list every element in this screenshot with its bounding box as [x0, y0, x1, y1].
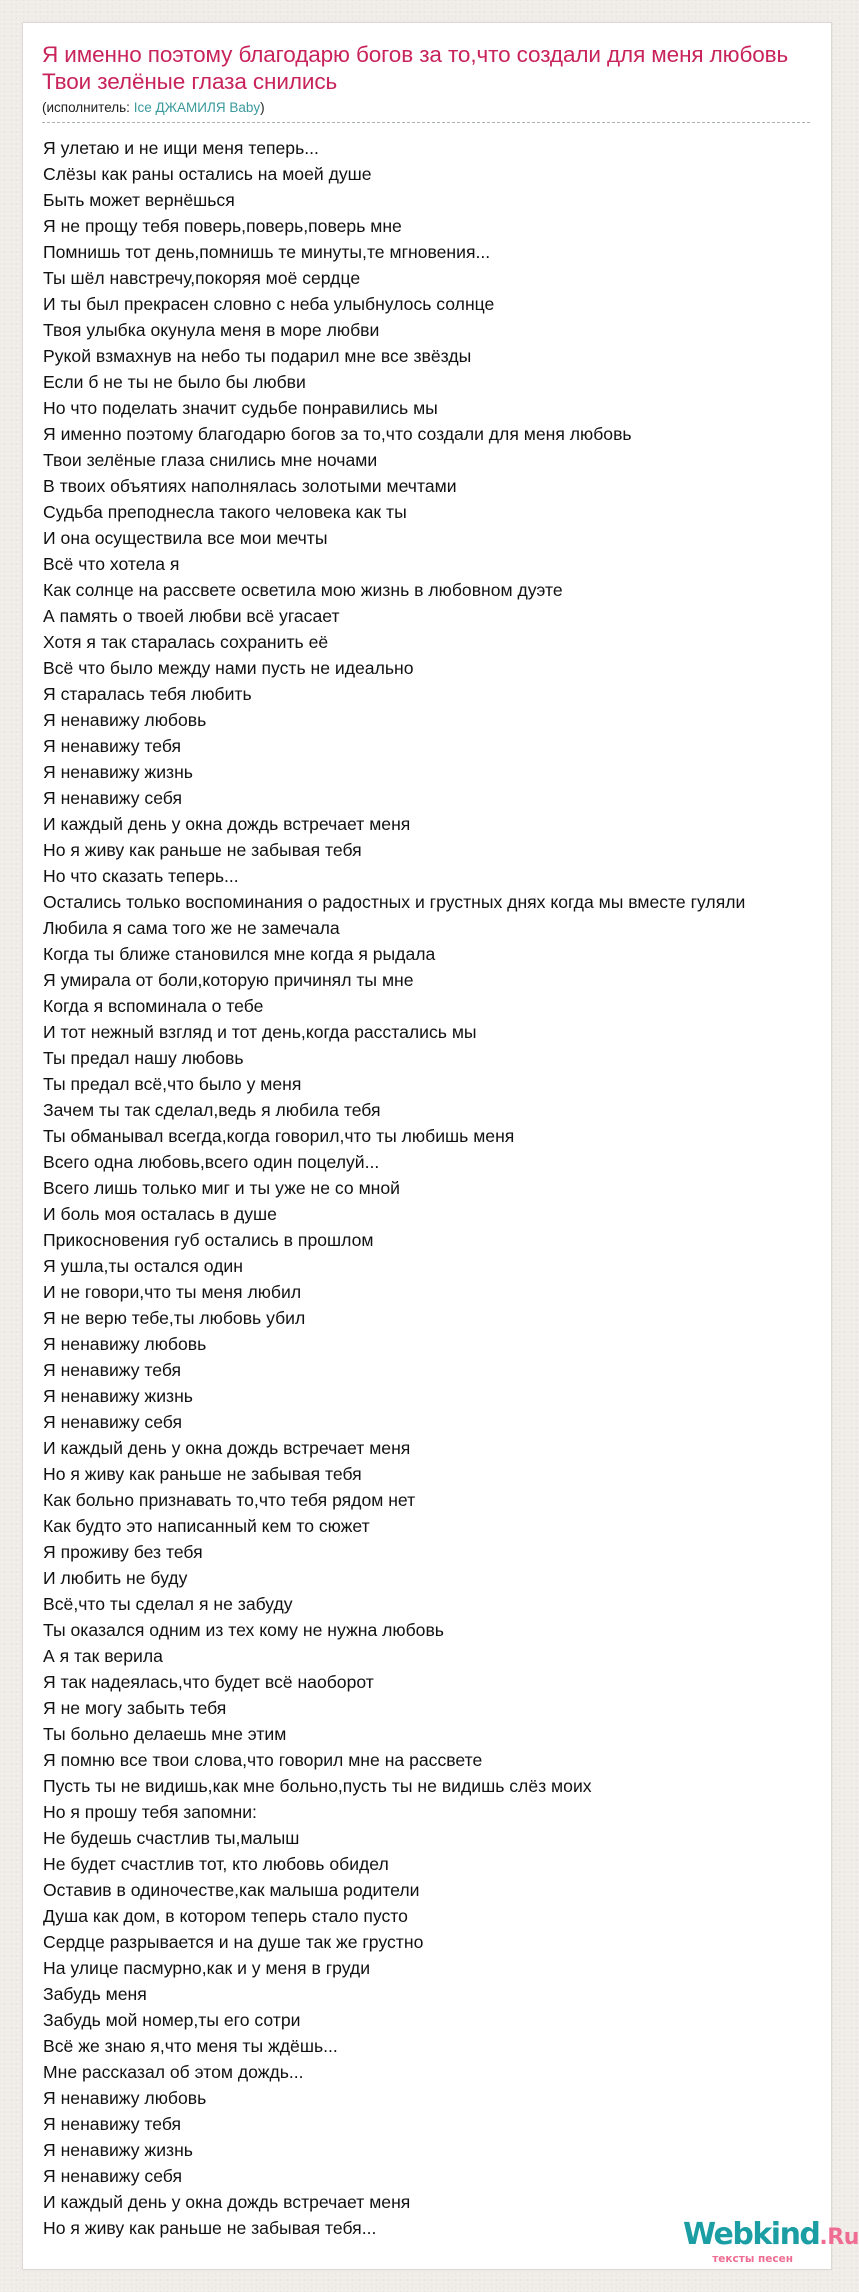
lyric-line: Пусть ты не видишь,как мне больно,пусть ты не видишь слёз моих — [43, 1776, 592, 1796]
lyric-line: Всё что хотела я — [43, 554, 180, 574]
lyric-line: Я ненавижу себя — [43, 1412, 183, 1432]
lyric-line: Твои зелёные глаза снились мне ночами — [43, 450, 378, 470]
lyric-line: Но я живу как раньше не забывая тебя... — [43, 2218, 377, 2238]
lyric-line: Я старалась тебя любить — [43, 684, 252, 704]
lyric-line: Но я живу как раньше не забывая тебя — [43, 840, 362, 860]
lyric-line: Забудь мой номер,ты его сотри — [43, 2010, 301, 2030]
lyric-line: Зачем ты так сделал,ведь я любила тебя — [43, 1100, 381, 1120]
lyric-line: Когда я вспоминала о тебе — [43, 996, 264, 1016]
lyric-line: Ты предал всё,что было у меня — [43, 1074, 302, 1094]
lyric-line: Когда ты ближе становился мне когда я рыдала — [43, 944, 436, 964]
site-logo[interactable] — [683, 2217, 859, 2267]
lyric-line: Я ненавижу тебя — [43, 1360, 182, 1380]
logo-wordmark — [683, 2217, 859, 2254]
lyric-line: Я проживу без тебя — [43, 1542, 203, 1562]
lyric-line: Всё что было между нами пусть не идеально — [43, 658, 414, 678]
lyric-line: Помнишь тот день,помнишь те минуты,те мгновения... — [43, 242, 491, 262]
lyric-line: Я именно поэтому благодарю богов за то,что создали для меня любовь — [43, 424, 632, 444]
lyric-line: И каждый день у окна дождь встречает меня — [43, 1438, 411, 1458]
lyric-line: Не будешь счастлив ты,малыш — [43, 1828, 300, 1848]
lyric-line: Если б не ты не было бы любви — [43, 372, 306, 392]
lyric-line: И она осуществила все мои мечты — [43, 528, 328, 548]
lyric-line: Сердце разрывается и на душе так же грустно — [43, 1932, 424, 1952]
lyric-line: Остались только воспоминания о радостных и грустных днях когда мы вместе гуляли — [43, 892, 746, 912]
lyric-line: Как больно признавать то,что тебя рядом нет — [43, 1490, 416, 1510]
lyric-line: Я помню все твои слова,что говорил мне на рассвете — [43, 1750, 483, 1770]
lyric-line: Я так надеялась,что будет всё наоборот — [43, 1672, 374, 1692]
lyric-line: И каждый день у окна дождь встречает меня — [43, 814, 411, 834]
lyric-line: Я не верю тебе,ты любовь убил — [43, 1308, 306, 1328]
lyric-line: Я ненавижу жизнь — [43, 762, 193, 782]
lyric-line: Я ненавижу себя — [43, 2166, 183, 2186]
lyric-line: И любить не буду — [43, 1568, 188, 1588]
lyric-line: Но я прошу тебя запомни: — [43, 1802, 257, 1822]
lyric-line: Ты предал нашу любовь — [43, 1048, 244, 1068]
lyric-line: Я ненавижу любовь — [43, 710, 207, 730]
lyric-line: Всего лишь только миг и ты уже не со мной — [43, 1178, 400, 1198]
lyric-line: Твоя улыбка окунула меня в море любви — [43, 320, 380, 340]
lyric-line: Ты больно делаешь мне этим — [43, 1724, 287, 1744]
lyric-line: Как солнце на рассвете осветила мою жизнь в любовном дуэте — [43, 580, 563, 600]
lyric-line: Судьба преподнесла такого человека как ты — [43, 502, 407, 522]
lyrics-text — [43, 135, 745, 2241]
lyric-line: Душа как дом, в котором теперь стало пусто — [43, 1906, 408, 1926]
lyric-line: Рукой взмахнув на небо ты подарил мне все звёзды — [43, 346, 472, 366]
artist-suffix: ) — [260, 100, 265, 115]
logo-name: Webkind — [683, 2217, 820, 2252]
dashed-divider — [42, 122, 810, 123]
lyric-line: Я ненавижу себя — [43, 788, 183, 808]
lyric-line: Я ненавижу жизнь — [43, 2140, 193, 2160]
lyric-line: Я ненавижу любовь — [43, 2088, 207, 2108]
lyric-line: И боль моя осталась в душе — [43, 1204, 277, 1224]
lyric-line: Ты обманывал всегда,когда говорил,что ты любишь меня — [43, 1126, 515, 1146]
lyric-line: Всего одна любовь,всего один поцелуй... — [43, 1152, 380, 1172]
logo-tld: .Ru — [819, 2225, 859, 2250]
lyric-line: И тот нежный взгляд и тот день,когда расстались мы — [43, 1022, 477, 1042]
lyric-line: Всё,что ты сделал я не забуду — [43, 1594, 293, 1614]
lyric-line: Я не могу забыть тебя — [43, 1698, 227, 1718]
lyric-line: На улице пасмурно,как и у меня в груди — [43, 1958, 371, 1978]
lyrics-card — [22, 22, 859, 2270]
lyric-line: А я так верила — [43, 1646, 163, 1666]
lyric-line: Ты шёл навстречу,покоряя моё сердце — [43, 268, 361, 288]
song-title: Я именно поэтому благодарю богов за то,что создали для меня любовь Твои зелёные глаза снились — [42, 42, 789, 94]
lyric-line: Я ненавижу тебя — [43, 2114, 182, 2134]
lyric-line: Я не прощу тебя поверь,поверь,поверь мне — [43, 216, 402, 236]
lyric-line: Мне рассказал об этом дождь... — [43, 2062, 304, 2082]
lyric-line: Я ушла,ты остался один — [43, 1256, 243, 1276]
lyric-line: Оставив в одиночестве,как малыша родители — [43, 1880, 420, 1900]
lyric-line: Я ненавижу тебя — [43, 736, 182, 756]
lyric-line: И ты был прекрасен словно с неба улыбнулось солнце — [43, 294, 495, 314]
lyric-line: Быть может вернёшься — [43, 190, 235, 210]
lyric-line: Не будет счастлив тот, кто любовь обидел — [43, 1854, 389, 1874]
lyric-line: Забудь меня — [43, 1984, 147, 2004]
lyric-line: Но что поделать значит судьбе понравились мы — [43, 398, 438, 418]
artist-link[interactable]: Ice ДЖАМИЛЯ Baby — [133, 100, 261, 115]
artist-line — [42, 99, 265, 117]
lyric-line: Как будто это написанный кем то сюжет — [43, 1516, 370, 1536]
lyric-line: Прикосновения губ остались в прошлом — [43, 1230, 374, 1250]
lyric-line: Всё же знаю я,что меня ты ждёшь... — [43, 2036, 338, 2056]
lyric-line: Но что сказать теперь... — [43, 866, 239, 886]
lyric-line: В твоих объятиях наполнялась золотыми мечтами — [43, 476, 457, 496]
logo-tagline: тексты песен — [712, 2253, 793, 2265]
lyric-line: Хотя я так старалась сохранить её — [43, 632, 329, 652]
lyric-line: Слёзы как раны остались на моей душе — [43, 164, 372, 184]
artist-prefix: (исполнитель: — [42, 100, 134, 115]
lyric-line: Любила я сама того же не замечала — [43, 918, 340, 938]
lyric-line: Я умирала от боли,которую причинял ты мне — [43, 970, 414, 990]
lyric-line: А память о твоей любви всё угасает — [43, 606, 340, 626]
lyric-line: Я улетаю и не ищи меня теперь... — [43, 138, 319, 158]
lyric-line: Я ненавижу жизнь — [43, 1386, 193, 1406]
lyric-line: Ты оказался одним из тех кому не нужна любовь — [43, 1620, 444, 1640]
lyric-line: И не говори,что ты меня любил — [43, 1282, 302, 1302]
lyric-line: И каждый день у окна дождь встречает меня — [43, 2192, 411, 2212]
lyric-line: Но я живу как раньше не забывая тебя — [43, 1464, 362, 1484]
lyric-line: Я ненавижу любовь — [43, 1334, 207, 1354]
